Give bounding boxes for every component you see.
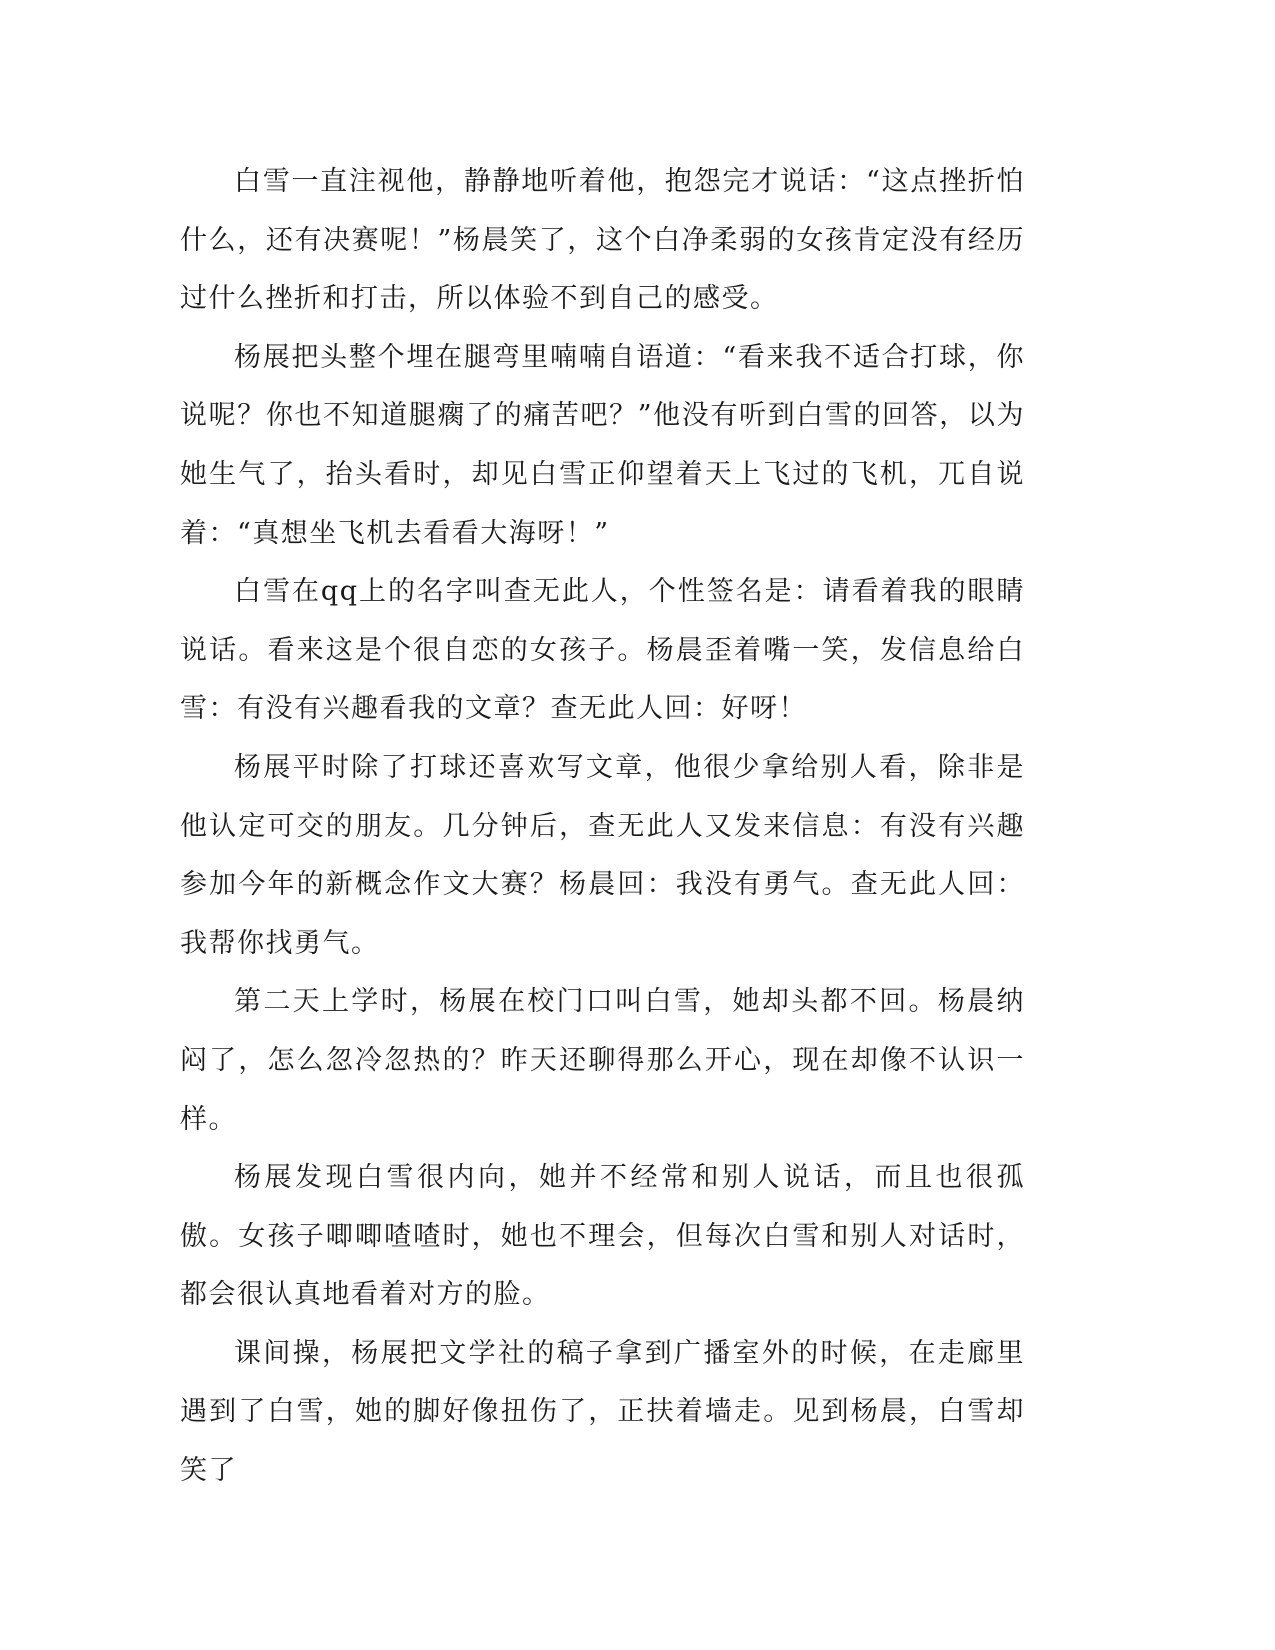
- paragraph: 杨展把头整个埋在腿弯里喃喃自语道：“看来我不适合打球，你说呢？你也不知道腿瘸了的痛苦吧？”他没有听到白雪的回答，以为她生气了，抬头看时，却见白雪正仰望着天上飞过的飞机，兀自说着：“真想坐飞机去看看大海呀！”: [180, 341, 1025, 549]
- paragraph: 白雪在qq上的名字叫查无此人，个性签名是：请看着我的眼睛说话。看来这是个很自恋的女孩子。杨晨歪着嘴一笑，发信息给白雪：有没有兴趣看我的文章？查无此人回：好呀！: [180, 576, 1025, 725]
- paragraph: 第二天上学时，杨展在校门口叫白雪，她却头都不回。杨晨纳闷了，怎么忽冷忽热的？昨天还聊得那么开心，现在却像不认识一样。: [180, 986, 1025, 1135]
- paragraph: 杨展发现白雪很内向，她并不经常和别人说话，而且也很孤傲。女孩子唧唧喳喳时，她也不理会，但每次白雪和别人对话时，都会很认真地看着对方的脸。: [180, 1162, 1025, 1311]
- paragraph: 白雪一直注视他，静静地听着他，抱怨完才说话：“这点挫折怕什么，还有决赛呢！”杨晨笑了，这个白净柔弱的女孩肯定没有经历过什么挫折和打击，所以体验不到自己的感受。: [180, 166, 1025, 315]
- body-text: [180, 153, 1025, 1501]
- paragraph: 课间操，杨展把文学社的稿子拿到广播室外的时候，在走廊里遇到了白雪，她的脚好像扭伤了，正扶着墙走。见到杨晨，白雪却笑了: [180, 1337, 1025, 1487]
- paragraph: 杨展平时除了打球还喜欢写文章，他很少拿给别人看，除非是他认定可交的朋友。几分钟后，查无此人又发来信息：有没有兴趣参加今年的新概念作文大赛？杨晨回：我没有勇气。查无此人回：我帮你找勇气。: [180, 751, 1025, 959]
